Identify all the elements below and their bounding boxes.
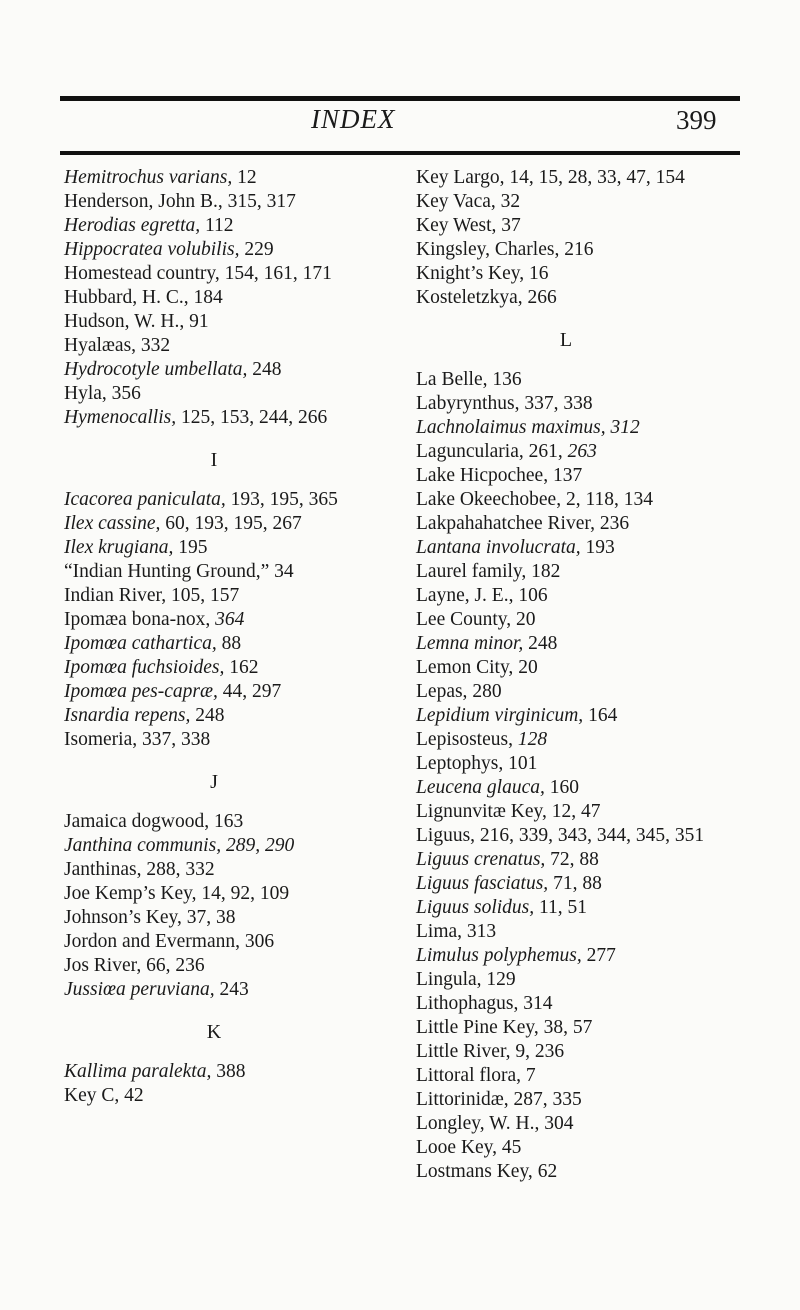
header-rule-bottom (60, 151, 740, 155)
index-entry (416, 286, 746, 310)
index-term: Littoral flora, (416, 1065, 522, 1086)
index-pages: 162 (224, 657, 259, 678)
index-pages: 248 (247, 359, 282, 380)
index-entry (64, 882, 364, 906)
index-entry (64, 406, 364, 430)
index-entry (416, 238, 746, 262)
index-entry (416, 536, 746, 560)
index-entry (64, 728, 364, 752)
index-pages: 7 (521, 1065, 536, 1086)
index-pages: 304 (539, 1113, 574, 1134)
index-pages: 356 (106, 383, 141, 404)
index-pages: 287, 335 (508, 1089, 582, 1110)
index-term: Hymenocallis, (64, 407, 177, 428)
index-term: Lepidium virginicum, (416, 705, 584, 726)
index-term: Ilex krugiana, (64, 537, 174, 558)
index-term: Isomeria, (64, 729, 138, 750)
index-term: Littorinidæ, (416, 1089, 509, 1110)
index-entry (64, 286, 364, 310)
index-pages: 193 (580, 537, 615, 558)
index-term: Herodias egretta, (64, 215, 201, 236)
index-term: Hyla, (64, 383, 107, 404)
index-pages: 112 (200, 215, 234, 236)
index-entry (64, 704, 364, 728)
index-pages: 137 (548, 465, 583, 486)
index-entry (64, 656, 364, 680)
index-term: Limulus polyphemus, (416, 945, 582, 966)
index-entry (64, 906, 364, 930)
index-term: Knight’s Key, (416, 263, 525, 284)
index-entry (416, 512, 746, 536)
index-entry (416, 608, 746, 632)
index-pages: 20 (511, 609, 536, 630)
index-pages: 34 (269, 561, 294, 582)
index-entry (416, 1016, 746, 1040)
index-pages: 277 (581, 945, 616, 966)
index-pages: 101 (503, 753, 538, 774)
index-pages: 14, 92, 109 (196, 883, 290, 904)
index-entry (64, 834, 364, 858)
index-pages: 314 (518, 993, 553, 1014)
index-pages: 229 (239, 239, 274, 260)
index-pages: 12 (232, 167, 257, 188)
index-entry (416, 752, 746, 776)
index-entry (416, 1112, 746, 1136)
index-term: Lakpahahatchee River, (416, 513, 595, 534)
index-term: Ilex cassine, (64, 513, 161, 534)
index-column-right (416, 166, 746, 1184)
index-term: Lepas, (416, 681, 468, 702)
index-entry (64, 166, 364, 190)
index-entry (416, 1160, 746, 1184)
index-entry (64, 608, 364, 632)
index-term: Janthina communis, (64, 835, 222, 856)
index-entry (416, 704, 746, 728)
index-pages: 71, 88 (548, 873, 602, 894)
index-entry (416, 262, 746, 286)
index-term: Layne, J. E., (416, 585, 514, 606)
index-pages: 243 (214, 979, 249, 1000)
index-term: Lemon City, (416, 657, 514, 678)
index-pages-italic: 312 (610, 417, 640, 438)
index-entry (416, 368, 746, 392)
index-entry (64, 512, 364, 536)
index-pages-italic: 263 (567, 441, 597, 462)
index-entry (416, 872, 746, 896)
index-entry (64, 190, 364, 214)
index-pages: 184 (188, 287, 223, 308)
index-pages: 164 (583, 705, 618, 726)
index-term: Looe Key, (416, 1137, 498, 1158)
index-pages: 332 (136, 335, 171, 356)
index-pages: 195 (173, 537, 208, 558)
index-term: Ipomæa bona-nox, (64, 609, 211, 630)
index-entry (416, 680, 746, 704)
index-term: Ipomœa cathartica, (64, 633, 217, 654)
index-pages: 248 (523, 633, 558, 654)
index-entry (416, 776, 746, 800)
index-term: Kingsley, Charles, (416, 239, 560, 260)
index-term: Laguncularia, (416, 441, 524, 462)
index-pages: 182 (526, 561, 561, 582)
index-pages: 216, 339, 343, 344, 345, 351 (475, 825, 705, 846)
index-pages: 236 (594, 513, 630, 534)
index-pages: 388 (211, 1061, 246, 1082)
index-term: Henderson, John B., (64, 191, 223, 212)
index-entry (64, 262, 364, 286)
index-pages: 9, 236 (510, 1041, 565, 1062)
index-pages: 12, 47 (546, 801, 601, 822)
index-entry (416, 632, 746, 656)
index-pages: 62 (532, 1161, 558, 1182)
index-term: Laurel family, (416, 561, 527, 582)
index-term: Hydrocotyle umbellata, (64, 359, 248, 380)
index-entry (416, 800, 746, 824)
index-term: Hippocratea volubilis, (64, 239, 240, 260)
index-entry (64, 930, 364, 954)
index-entry (416, 1136, 746, 1160)
page-title: INDEX (311, 104, 396, 134)
section-letter: L (559, 329, 573, 351)
index-entry (64, 214, 364, 238)
index-term: Indian River, (64, 585, 167, 606)
index-pages: 337, 338 (137, 729, 211, 750)
section-letter: J (210, 771, 218, 793)
index-entry (416, 968, 746, 992)
index-entry (64, 382, 364, 406)
index-pages: 315, 317 (222, 191, 296, 212)
index-pages: 38, 57 (538, 1017, 593, 1038)
index-entry (64, 858, 364, 882)
index-pages: 60, 193, 195, 267 (160, 513, 302, 534)
index-term: Lepisosteus, (416, 729, 513, 750)
index-pages: 42 (119, 1085, 144, 1106)
index-entry (64, 1060, 364, 1084)
index-term: Joe Kemp’s Key, (64, 883, 197, 904)
index-entry (416, 190, 746, 214)
index-term: Homestead country, (64, 263, 220, 284)
index-entry (64, 978, 364, 1002)
index-term: Longley, W. H., (416, 1113, 540, 1134)
index-term: Jamaica dogwood, (64, 811, 210, 832)
index-pages: 163 (209, 811, 244, 832)
section-letter: I (210, 449, 218, 471)
index-pages: 91 (184, 311, 209, 332)
index-term: Lithophagus, (416, 993, 519, 1014)
index-pages: 37 (496, 215, 521, 236)
index-entry (416, 920, 746, 944)
index-entry (416, 464, 746, 488)
index-pages: 105, 157 (166, 585, 240, 606)
index-entry (64, 584, 364, 608)
index-term: Lingula, (416, 969, 482, 990)
index-entry (64, 1084, 364, 1108)
index-term: Johnson’s Key, (64, 907, 182, 928)
index-entry (416, 992, 746, 1016)
index-pages: 37, 38 (181, 907, 236, 928)
index-entry (416, 584, 746, 608)
index-entry (64, 560, 364, 584)
header-rule-top (60, 96, 740, 101)
index-term: Isnardia repens, (64, 705, 191, 726)
index-pages: 266 (522, 287, 557, 308)
index-pages: 14, 15, 28, 33, 47, 154 (504, 167, 685, 188)
index-term: Lake Hicpochee, (416, 465, 549, 486)
index-term: Liguus crenatus, (416, 849, 546, 870)
index-entry (416, 214, 746, 238)
index-pages: 261, (523, 441, 568, 462)
index-term: Ipomœa fuchsioides, (64, 657, 225, 678)
index-term: Jussiœa peruviana, (64, 979, 215, 1000)
index-term: Hubbard, H. C., (64, 287, 189, 308)
index-term: La Belle, (416, 369, 488, 390)
index-term: Labyrynthus, (416, 393, 520, 414)
index-term: Jordon and Evermann, (64, 931, 240, 952)
index-pages: 45 (497, 1137, 522, 1158)
index-entry (416, 1088, 746, 1112)
index-pages-italic: 364 (215, 609, 245, 630)
index-term: Liguus solidus, (416, 897, 535, 918)
index-pages: 66, 236 (141, 955, 205, 976)
index-entry (416, 440, 746, 464)
index-entry (64, 334, 364, 358)
index-entry (64, 358, 364, 382)
index-term: Key Largo, (416, 167, 505, 188)
index-pages: 216 (559, 239, 594, 260)
index-term: Key C, (64, 1085, 120, 1106)
index-term: Lima, (416, 921, 463, 942)
index-entry (416, 728, 746, 752)
index-entry (64, 536, 364, 560)
index-entry (64, 488, 364, 512)
index-term: Janthinas, (64, 859, 142, 880)
index-entry (416, 1040, 746, 1064)
index-pages: 136 (487, 369, 522, 390)
index-term: Liguus, (416, 825, 476, 846)
index-entry (416, 560, 746, 584)
index-entry (64, 810, 364, 834)
index-entry (416, 166, 746, 190)
index-entry (416, 896, 746, 920)
index-pages: 193, 195, 365 (225, 489, 338, 510)
index-pages: 306 (240, 931, 275, 952)
index-term: Kosteletzkya, (416, 287, 523, 308)
index-term: Lake Okeechobee, (416, 489, 562, 510)
index-term: Lemna minor, (416, 633, 524, 654)
index-entry (64, 954, 364, 978)
index-pages: 288, 332 (141, 859, 215, 880)
index-pages: 44, 297 (217, 681, 282, 702)
index-pages: 129 (481, 969, 516, 990)
index-term: “Indian Hunting Ground,” (64, 561, 270, 582)
index-pages: 32 (495, 191, 521, 212)
section-letter: K (206, 1021, 222, 1043)
index-term: Lantana involucrata, (416, 537, 581, 558)
index-pages: 20 (513, 657, 538, 678)
index-entry (416, 848, 746, 872)
index-term: Leptophys, (416, 753, 504, 774)
index-entry (64, 632, 364, 656)
index-pages-italic: 289, 290 (225, 835, 295, 856)
index-pages-italic: 128 (517, 729, 548, 750)
index-entry (64, 680, 364, 704)
index-pages: 106 (513, 585, 548, 606)
index-term: Hyalæas, (64, 335, 137, 356)
index-term: Liguus fasciatus, (416, 873, 549, 894)
index-pages: 337, 338 (519, 393, 593, 414)
index-entry (416, 824, 746, 848)
index-pages: 280 (467, 681, 502, 702)
index-term: Leucena glauca, (416, 777, 545, 798)
index-pages: 88 (216, 633, 242, 654)
index-entry (416, 656, 746, 680)
index-term: Lee County, (416, 609, 512, 630)
index-term: Lachnolaimus maximus, (416, 417, 606, 438)
index-pages: 160 (544, 777, 580, 798)
index-entry (416, 488, 746, 512)
index-term: Lignunvitæ Key, (416, 801, 547, 822)
index-pages: 313 (462, 921, 497, 942)
index-term: Jos River, (64, 955, 142, 976)
index-entry (64, 238, 364, 262)
index-term: Hudson, W. H., (64, 311, 185, 332)
index-term: Icacorea paniculata, (64, 489, 226, 510)
index-column-left (64, 166, 364, 1108)
index-pages: 11, 51 (534, 897, 588, 918)
index-pages: 125, 153, 244, 266 (176, 407, 328, 428)
index-pages: 2, 118, 134 (561, 489, 653, 510)
index-pages: 154, 161, 171 (219, 263, 332, 284)
index-pages: 16 (524, 263, 549, 284)
index-pages: 248 (190, 705, 225, 726)
index-term: Little Pine Key, (416, 1017, 539, 1038)
page-number: 399 (676, 105, 717, 135)
index-term: Hemitrochus varians, (64, 167, 233, 188)
index-entry (64, 310, 364, 334)
index-entry (416, 1064, 746, 1088)
index-entry (416, 392, 746, 416)
index-term: Lostmans Key, (416, 1161, 533, 1182)
index-term: Kallima paralekta, (64, 1061, 212, 1082)
index-term: Ipomœa pes-capræ, (64, 681, 218, 702)
index-entry (416, 416, 746, 440)
index-term: Key West, (416, 215, 497, 236)
index-term: Key Vaca, (416, 191, 496, 212)
index-pages: 72, 88 (545, 849, 599, 870)
index-term: Little River, (416, 1041, 511, 1062)
index-entry (416, 944, 746, 968)
